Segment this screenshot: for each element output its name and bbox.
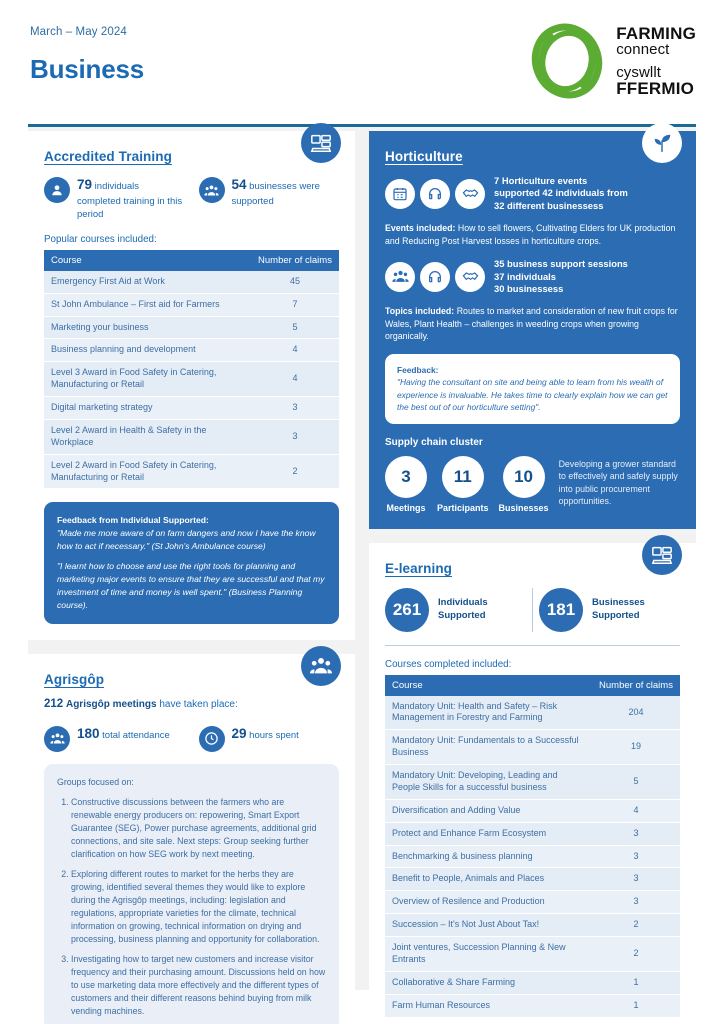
logo-line-farming: FARMING — [616, 23, 696, 43]
cell-course: Business planning and development — [44, 339, 251, 362]
logo-line-connect: connect — [616, 41, 670, 59]
cell-claims: 19 — [592, 730, 680, 765]
cell-course: Farm Human Resources — [385, 994, 592, 1017]
elearning-businesses — [539, 588, 680, 632]
stat-attendance — [44, 725, 185, 752]
cell-course: St John Ambulance – First aid for Farmers — [44, 293, 251, 316]
table-row — [385, 822, 680, 845]
stat-attendance-text — [77, 725, 170, 744]
cell-claims: 3 — [592, 845, 680, 868]
person-icon — [44, 177, 70, 203]
cell-course: Overview of Resilence and Production — [385, 891, 592, 914]
elearning-table-body — [385, 696, 680, 1018]
cell-course: Level 2 Award in Food Safety in Catering, Manufacturing or Retail — [44, 454, 251, 489]
agrisgop-meetings-bold: Agrisgôp meetings — [65, 698, 157, 710]
table-row — [44, 419, 339, 454]
horticulture-events-note-text: How to sell flowers, Cultivating Elders for UK production and Reducing Post Harvest losses in horticulture crops. — [385, 223, 676, 246]
calendar-icon — [385, 179, 415, 209]
table-row — [385, 937, 680, 972]
stat-hours-text — [232, 725, 299, 744]
horticulture-support-row — [385, 258, 680, 295]
handshake-icon — [455, 262, 485, 292]
horticulture-support-text — [494, 258, 628, 295]
elearning-divider — [385, 645, 680, 646]
cell-course: Level 2 Award in Health & Safety in the Workplace — [44, 419, 251, 454]
stat-hours — [199, 725, 340, 752]
horticulture-events-note — [385, 222, 680, 247]
supply-chain-businesses-label: Businesses — [498, 502, 549, 513]
stat-individuals — [44, 176, 185, 221]
horticulture-support-line-3: 30 businessess — [494, 283, 564, 294]
table-row — [44, 454, 339, 489]
stat-hours-value: 29 — [231, 725, 247, 741]
people-group-icon — [44, 726, 70, 752]
clock-icon — [199, 726, 225, 752]
supply-chain-participants-label: Participants — [437, 502, 489, 513]
handshake-icon — [455, 179, 485, 209]
table-row — [385, 994, 680, 1017]
elearning-individuals — [385, 588, 526, 632]
cell-course: Marketing your business — [44, 316, 251, 339]
supply-chain-meetings-value: 3 — [385, 456, 427, 498]
cell-course: Digital marketing strategy — [44, 397, 251, 420]
col-claims: Number of claims — [251, 250, 339, 271]
cell-claims: 2 — [592, 937, 680, 972]
cell-course: Collaborative & Share Farming — [385, 971, 592, 994]
cell-course: Protect and Enhance Farm Ecosystem — [385, 822, 592, 845]
cell-course: Emergency First Aid at Work — [44, 271, 251, 293]
table-row — [44, 293, 339, 316]
cell-claims: 2 — [592, 914, 680, 937]
stat-businesses-label: businesses were supported — [231, 181, 320, 207]
table-row — [385, 971, 680, 994]
content-columns — [28, 131, 696, 1024]
cell-claims: 3 — [592, 868, 680, 891]
horticulture-title: Horticulture — [385, 149, 463, 164]
horticulture-events-row — [385, 175, 680, 212]
e-learning-screen-icon — [642, 535, 682, 575]
page-title: Business — [30, 54, 145, 84]
cell-claims: 3 — [251, 419, 339, 454]
table-row — [44, 316, 339, 339]
cell-claims: 3 — [592, 891, 680, 914]
logo-line-ffermio: FFERMIO — [616, 78, 695, 98]
col-claims: Number of claims — [592, 675, 680, 696]
supply-chain-note: Developing a grower standard to effectively and safely supply into public procurement opportunities. — [558, 458, 678, 507]
stat-individuals-text — [77, 176, 185, 221]
list-item: 2. Exploring different routes to market for the herbs they are growing, identified several themes they would like to explore during the Agrisgôp meetings, including: legislation and regulations, appropriate varieties for the climate, technical information on growing, technical information on drying and processing, business planning and opportunity for collaboration. — [71, 868, 326, 946]
left-column — [28, 131, 355, 1024]
table-row — [385, 765, 680, 800]
people-group-icon — [385, 262, 415, 292]
table-row — [385, 868, 680, 891]
supply-chain-businesses-value: 10 — [503, 456, 545, 498]
horticulture-events-text — [494, 175, 628, 212]
elearning-table — [385, 675, 680, 1018]
accredited-training-feedback — [44, 502, 339, 623]
people-group-icon — [199, 177, 225, 203]
supply-chain-participants — [437, 456, 489, 513]
cell-course: Succession – It's Not Just About Tax! — [385, 914, 592, 937]
horticulture-feedback — [385, 354, 680, 424]
col-course: Course — [385, 675, 592, 696]
cell-claims: 45 — [251, 271, 339, 293]
supply-chain-businesses — [499, 456, 549, 513]
cell-claims: 4 — [251, 362, 339, 397]
cell-claims: 1 — [592, 994, 680, 1017]
cell-claims: 3 — [592, 822, 680, 845]
popular-courses-lead: Popular courses included: — [44, 233, 157, 245]
cell-course: Diversification and Adding Value — [385, 799, 592, 822]
groups-heading: Groups focused on: — [57, 776, 134, 787]
horticulture-events-line-1: 7 Horticulture events — [494, 175, 588, 186]
cell-course: Mandatory Unit: Developing, Leading and People Skills for a successful business — [385, 765, 592, 800]
cell-claims: 3 — [251, 397, 339, 420]
accredited-training-card — [28, 131, 355, 640]
cell-course: Mandatory Unit: Fundamentals to a Successful Business — [385, 730, 592, 765]
supply-chain-stats — [385, 456, 549, 513]
elearning-card — [369, 543, 696, 1024]
cell-claims: 5 — [251, 316, 339, 339]
table-row — [385, 891, 680, 914]
headset-icon — [420, 179, 450, 209]
horticulture-topics-note-label: Topics included: — [385, 306, 455, 317]
feedback-label: Feedback from Individual Supported: — [57, 515, 209, 526]
cell-claims: 7 — [251, 293, 339, 316]
headset-icon — [420, 262, 450, 292]
e-learning-screen-icon — [301, 123, 341, 163]
accredited-training-table — [44, 250, 339, 490]
horticulture-feedback-quote: "Having the consultant on site and being able to learn from his wealth of experience is invaluable. He takes time to clearly explain how we can get the best out of our horticulture setting". — [397, 377, 668, 413]
agrisgop-headline-rest: have taken place: — [159, 698, 238, 710]
table-row — [44, 397, 339, 420]
cell-claims: 204 — [592, 696, 680, 730]
logo-line-cyswllt: cyswllt — [616, 63, 662, 81]
table-row — [385, 730, 680, 765]
col-course: Course — [44, 250, 251, 271]
agrisgop-meetings-value: 212 — [44, 697, 64, 710]
cell-course: Benefit to People, Animals and Places — [385, 868, 592, 891]
list-item: 1. Constructive discussions between the farmers who are renewable energy producers on: repowering, Smart Export Guarantee (SEG), Power purchase agreements, additional grid connections, and site sale. Next steps: Group seeking further clarification on how SEG work by next meeting. — [71, 796, 326, 861]
cell-claims: 4 — [251, 339, 339, 362]
horticulture-support-icons — [385, 262, 485, 292]
cell-claims: 2 — [251, 454, 339, 489]
stat-attendance-value: 180 — [77, 725, 100, 741]
elearning-stats — [385, 588, 680, 632]
agrisgop-headline — [44, 697, 339, 713]
elearning-businesses-label: Businesses Supported — [592, 597, 645, 621]
cell-course: Benchmarking & business planning — [385, 845, 592, 868]
table-header-row — [44, 250, 339, 271]
header-divider-rule — [28, 124, 696, 127]
accredited-training-stats — [44, 176, 339, 221]
horticulture-support-line-2: 37 individuals — [494, 270, 556, 282]
accredited-training-table-body — [44, 271, 339, 489]
horticulture-topics-note-text: Routes to market and consideration of new fruit crops for Wales, Plant Health – challenges in weeding crops when growing organically. — [385, 306, 678, 342]
right-column — [369, 131, 696, 1024]
supply-chain-row — [385, 456, 680, 513]
people-group-icon — [301, 646, 341, 686]
supply-chain-meetings — [385, 456, 427, 513]
cell-course: Mandatory Unit: Health and Safety – Risk Management in Forestry and Farming — [385, 696, 592, 730]
farming-connect-logo — [528, 22, 696, 100]
cell-course: Level 3 Award in Food Safety in Catering, Manufacturing or Retail — [44, 362, 251, 397]
elearning-title: E-learning — [385, 560, 453, 576]
table-row — [44, 362, 339, 397]
table-row — [385, 845, 680, 868]
agrisgop-stats — [44, 725, 339, 752]
cell-claims: 5 — [592, 765, 680, 800]
supply-chain-meetings-label: Meetings — [386, 502, 426, 513]
page-header — [0, 0, 724, 118]
horticulture-events-icons — [385, 179, 485, 209]
horticulture-topics-note — [385, 305, 680, 342]
feedback-quote-1: "Made me more aware of on farm dangers and now I have the know how to act if necessary." (St John's Ambulance course) — [57, 528, 316, 552]
feedback-quote-2: "I learnt how to choose and use the right tools for planning and marketing major events to ensure that they are successful and that my investment of time and money is well spent." (Business Planning course). — [57, 561, 325, 610]
agrisgop-groups-box — [44, 764, 339, 1024]
table-row — [385, 914, 680, 937]
horticulture-feedback-label: Feedback: — [397, 364, 439, 375]
horticulture-events-line-2: supported 42 individuals from — [494, 187, 628, 199]
cell-claims: 1 — [592, 971, 680, 994]
table-row — [44, 271, 339, 293]
table-row — [385, 696, 680, 730]
table-row — [44, 339, 339, 362]
swirl-logo-icon — [528, 22, 606, 100]
horticulture-card — [369, 131, 696, 529]
report-period: March – May 2024 — [30, 26, 127, 38]
supply-chain-participants-value: 11 — [442, 456, 484, 498]
table-header-row — [385, 675, 680, 696]
stat-hours-label: hours spent — [249, 729, 299, 741]
list-item: 3. Investigating how to target new customers and increase visitor frequency and their purchasing amount. Discussions held on how to use marketing data more effectively and the different types of customers and their different reasons behind buying from milk vending machines. — [71, 953, 326, 1018]
plant-leaf-icon — [642, 123, 682, 163]
stat-businesses-value: 54 — [231, 177, 247, 192]
supply-chain-title: Supply chain cluster — [385, 436, 483, 448]
stat-attendance-label: total attendance — [102, 729, 170, 741]
stat-businesses-text — [232, 176, 340, 208]
agrisgop-card — [28, 654, 355, 1024]
elearning-individuals-value: 261 — [385, 588, 429, 632]
accredited-training-title: Accredited Training — [44, 149, 172, 164]
stats-divider — [532, 588, 533, 632]
elearning-businesses-value: 181 — [539, 588, 583, 632]
horticulture-events-note-label: Events included: — [385, 223, 456, 234]
elearning-individuals-label: Individuals Supported — [438, 597, 488, 621]
horticulture-events-line-3: 32 different businessess — [494, 199, 604, 211]
stat-businesses — [199, 176, 340, 221]
cell-course: Joint ventures, Succession Planning & New Entrants — [385, 937, 592, 972]
horticulture-support-line-1: 35 business support sessions — [494, 258, 628, 270]
agrisgop-groups-list — [57, 796, 326, 1018]
stat-individuals-label: individuals completed training in this period — [77, 181, 183, 220]
cell-claims: 4 — [592, 799, 680, 822]
stat-individuals-value: 79 — [77, 177, 93, 192]
elearning-courses-lead: Courses completed included: — [385, 658, 512, 670]
agrisgop-title: Agrisgôp — [44, 671, 105, 687]
table-row — [385, 799, 680, 822]
